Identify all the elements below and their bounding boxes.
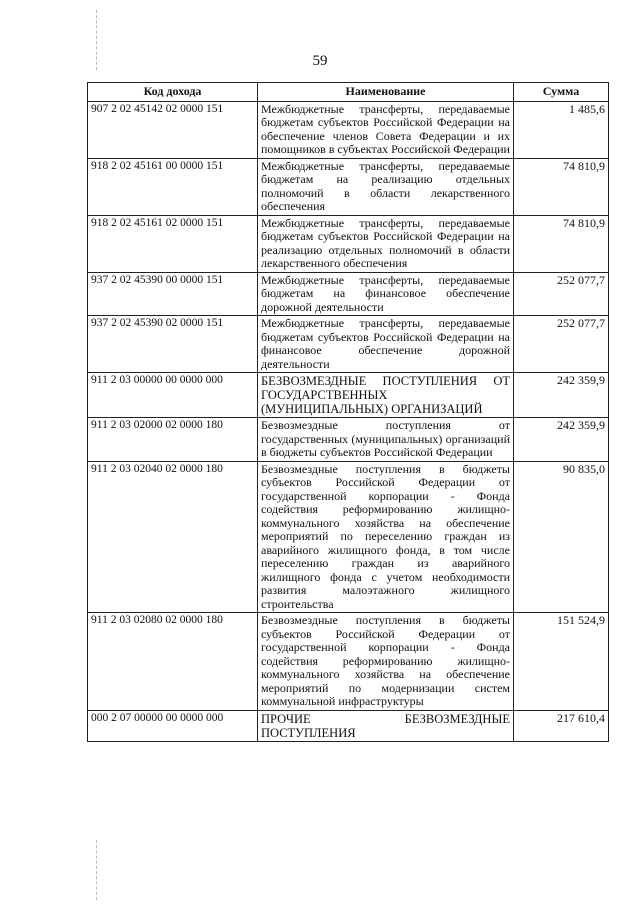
table-row <box>88 316 609 373</box>
page-number: 59 <box>312 53 328 69</box>
table-row <box>88 272 609 316</box>
income-sum-cell: 217 610,4 <box>514 710 609 741</box>
table-header-row <box>88 83 609 102</box>
income-sum-cell: 1 485,6 <box>514 101 609 158</box>
income-code-cell: 937 2 02 45390 02 0000 151 <box>88 316 258 373</box>
income-code-cell: 911 2 03 00000 00 0000 000 <box>88 373 258 418</box>
income-code-cell: 937 2 02 45390 00 0000 151 <box>88 272 258 316</box>
table-row <box>88 613 609 711</box>
header-code: Код дохода <box>88 83 258 102</box>
header-name: Наименование <box>258 83 514 102</box>
table-row <box>88 418 609 462</box>
table-row <box>88 373 609 418</box>
income-code-cell: 911 2 03 02040 02 0000 180 <box>88 461 258 613</box>
income-name-cell: Межбюджетные трансферты, передаваемые бюджетам субъектов Российской Федерации на финансовое обеспечение дорожной деятельности <box>258 316 514 373</box>
income-sum-cell: 74 810,9 <box>514 158 609 215</box>
income-name-cell: Межбюджетные трансферты, передаваемые бюджетам субъектов Российской Федерации на обеспечение членов Совета Федерации и их помощников в субъектах Российской Федерации <box>258 101 514 158</box>
income-name-cell: Межбюджетные трансферты, передаваемые бюджетам субъектов Российской Федерации на реализацию отдельных полномочий в области лекарственного обеспечения <box>258 215 514 272</box>
income-sum-cell: 252 077,7 <box>514 316 609 373</box>
income-name-cell: Межбюджетные трансферты, передаваемые бюджетам на финансовое обеспечение дорожной деятельности <box>258 272 514 316</box>
income-name-cell: Безвозмездные поступления от государственных (муниципальных) организаций в бюджеты субъектов Российской Федерации <box>258 418 514 462</box>
table-row <box>88 101 609 158</box>
table-row <box>88 215 609 272</box>
header-sum: Сумма <box>514 83 609 102</box>
income-sum-cell: 242 359,9 <box>514 418 609 462</box>
income-sum-cell: 90 835,0 <box>514 461 609 613</box>
table-row <box>88 158 609 215</box>
table-row <box>88 461 609 613</box>
income-code-cell: 907 2 02 45142 02 0000 151 <box>88 101 258 158</box>
income-sum-cell: 252 077,7 <box>514 272 609 316</box>
income-name-cell: БЕЗВОЗМЕЗДНЫЕ ПОСТУПЛЕНИЯ ОТ ГОСУДАРСТВЕННЫХ (МУНИЦИПАЛЬНЫХ) ОРГАНИЗАЦИЙ <box>258 373 514 418</box>
income-code-cell: 000 2 07 00000 00 0000 000 <box>88 710 258 741</box>
income-name-cell: Безвозмездные поступления в бюджеты субъектов Российской Федерации от государственной корпорации - Фонда содействия реформированию жилищно-коммунального хозяйства на обеспечение мероприятий по переселению граждан из аварийного жилищного фонда, в том числе переселению граждан из аварийного жилищного фонда с учетом необходимости развития малоэтажного жилищного строительства <box>258 461 514 613</box>
table-body <box>88 101 609 741</box>
income-code-cell: 918 2 02 45161 00 0000 151 <box>88 158 258 215</box>
scan-artifact-line <box>96 840 97 900</box>
scan-artifact-line <box>96 10 97 70</box>
income-name-cell: Межбюджетные трансферты, передаваемые бюджетам на реализацию отдельных полномочий в области лекарственного обеспечения <box>258 158 514 215</box>
income-sum-cell: 151 524,9 <box>514 613 609 711</box>
income-code-cell: 918 2 02 45161 02 0000 151 <box>88 215 258 272</box>
table-row <box>88 710 609 741</box>
income-sum-cell: 74 810,9 <box>514 215 609 272</box>
income-name-cell: ПРОЧИЕ БЕЗВОЗМЕЗДНЫЕ ПОСТУПЛЕНИЯ <box>258 710 514 741</box>
income-name-cell: Безвозмездные поступления в бюджеты субъектов Российской Федерации от государственной корпорации - Фонда содействия реформированию жилищно-коммунального хозяйства на обеспечение мероприятий по модернизации систем коммунальной инфраструктуры <box>258 613 514 711</box>
income-sum-cell: 242 359,9 <box>514 373 609 418</box>
revenue-table <box>87 82 609 742</box>
income-code-cell: 911 2 03 02080 02 0000 180 <box>88 613 258 711</box>
income-code-cell: 911 2 03 02000 02 0000 180 <box>88 418 258 462</box>
